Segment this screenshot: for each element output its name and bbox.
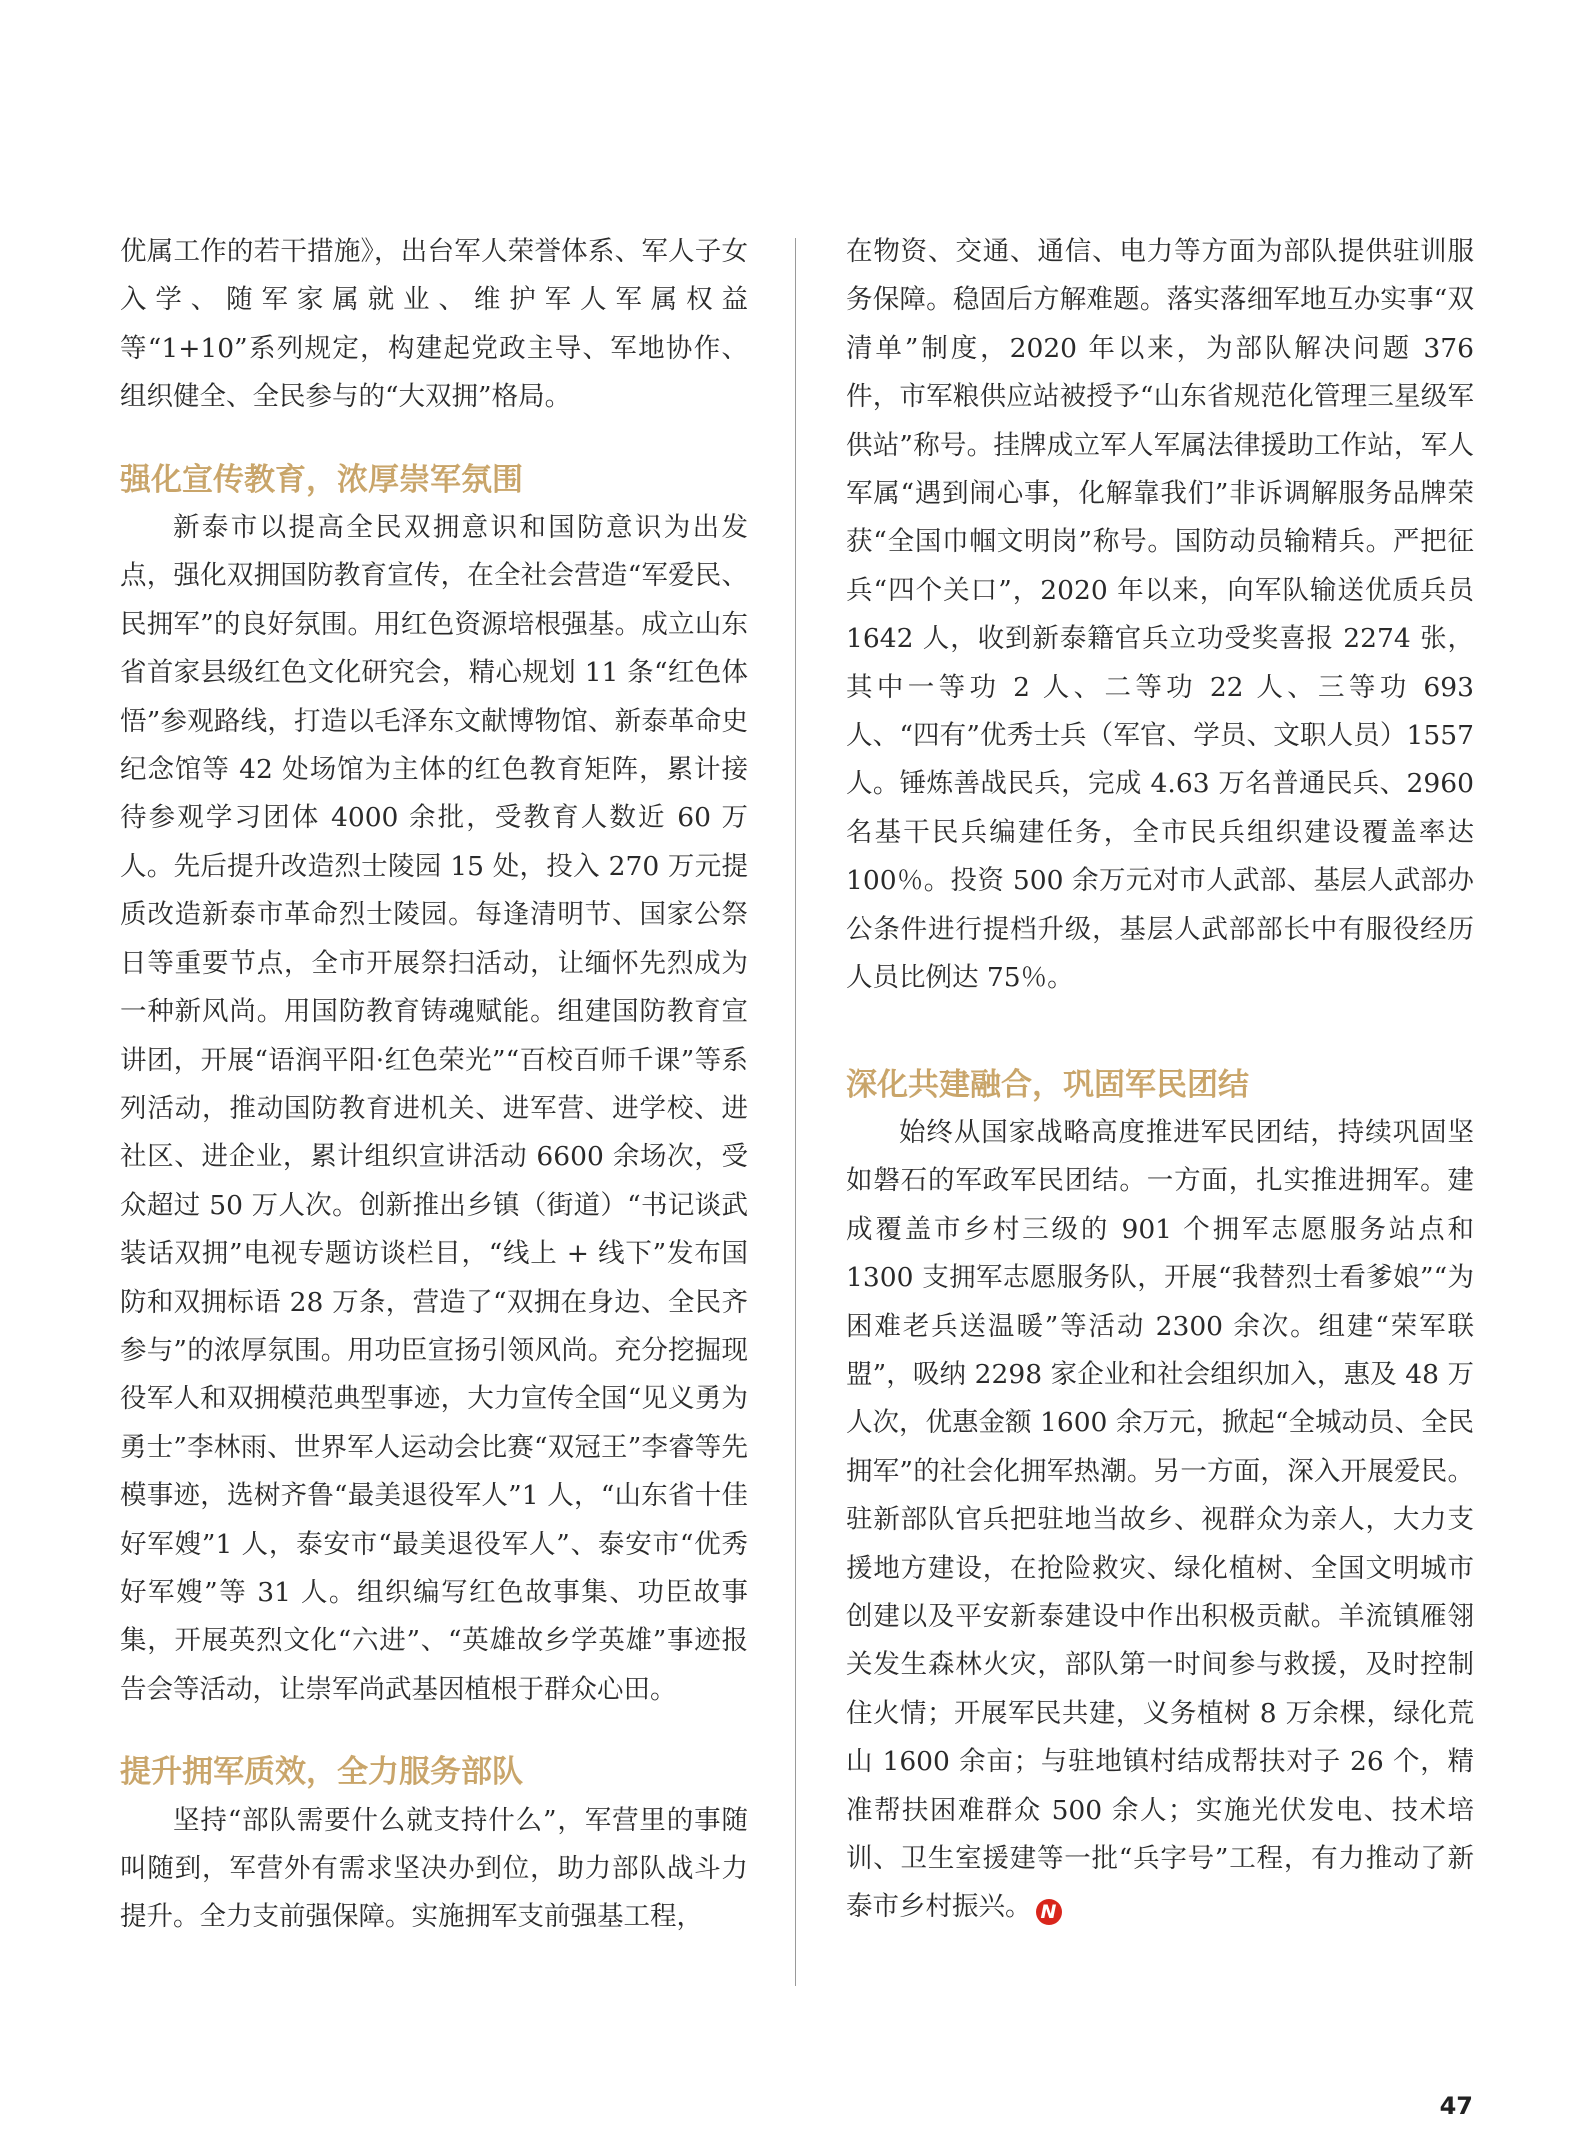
section-paragraph-service: 坚持“部队需要什么就支持什么”，军营里的事随叫随到，军营外有需求坚决办到位，助力部队战斗力提升。全力支前强保障。实施拥军支前强基工程， xyxy=(120,1804,748,1933)
end-mark-icon: N xyxy=(1036,1899,1062,1925)
right-column xyxy=(846,228,1474,1932)
left-column xyxy=(120,228,748,1942)
page-number: 47 xyxy=(1439,2092,1473,2120)
section-paragraph-unity-wrapper xyxy=(846,1109,1474,1932)
continuation-paragraph: 在物资、交通、通信、电力等方面为部队提供驻训服务保障。稳固后方解难题。落实落细军地互办实事“双清单”制度，2020 年以来，为部队解决问题 376 件，市军粮供应站被授予“山东省规范化管理三星级军供站”称号。挂牌成立军人军属法律援助工作站，军人军属“遇到闹心事，化解靠我们”非诉调解服务品牌荣获“全国巾帼文明岗”称号。国防动员输精兵。严把征兵“四个关口”，2020 年以来，向军队输送优质兵员 1642 人，收到新泰籍官兵立功受奖喜报 2274 张，其中一等功 2 人、二等功 22 人、三等功 693 人、“四有”优秀士兵（军官、学员、文职人员）1557 人。锤炼善战民兵，完成 4.63 万名普通民兵、2960 名基干民兵编建任务，全市民兵组织建设覆盖率达 100％。投资 500 余万元对市人武部、基层人武部办公条件进行提档升级，基层人武部部长中有服役经历人员比例达 75％。 xyxy=(846,236,1474,994)
intro-paragraph: 优属工作的若干措施》，出台军人荣誉体系、军人子女入学、随军家属就业、维护军人军属权益等“1+10”系列规定，构建起党政主导、军地协作、组织健全、全民参与的“大双拥”格局。 xyxy=(120,236,748,413)
section-heading-service: 提升拥军质效，全力服务部队 xyxy=(120,1754,523,1791)
section-heading-unity: 深化共建融合，巩固军民团结 xyxy=(846,1066,1249,1103)
section-paragraph-unity: 始终从国家战略高度推进军民团结，持续巩固坚如磐石的军政军民团结。一方面，扎实推进拥军。建成覆盖市乡村三级的 901 个拥军志愿服务站点和 1300 支拥军志愿服务队，开展“我替烈士看爹娘”“为困难老兵送温暖”等活动 2300 余次。组建“荣军联盟”，吸纳 2298 家企业和社会组织加入，惠及 48 万人次，优惠金额 1600 余万元，掀起“全城动员、全民拥军”的社会化拥军热潮。另一方面，深入开展爱民。驻新部队官兵把驻地当故乡、视群众为亲人，大力支援地方建设，在抢险救灾、绿化植树、全国文明城市创建以及平安新泰建设中作出积极贡献。羊流镇雁翎关发生森林火灾，部队第一时间参与救援，及时控制住火情；开展军民共建，义务植树 8 万余棵，绿化荒山 1600 余亩；与驻地镇村结成帮扶对子 26 个，精准帮扶困难群众 500 余人；实施光伏发电、技术培训、卫生室援建等一批“兵字号”工程，有力推动了新泰市乡村振兴。 xyxy=(846,1116,1474,1923)
column-divider xyxy=(795,238,796,1986)
section-paragraph-publicity: 新泰市以提高全民双拥意识和国防意识为出发点，强化双拥国防教育宣传，在全社会营造“军爱民、民拥军”的良好氛围。用红色资源培根强基。成立山东省首家县级红色文化研究会，精心规划 11 条“红色体悟”参观路线，打造以毛泽东文献博物馆、新泰革命史纪念馆等 42 处场馆为主体的红色教育矩阵，累计接待参观学习团体 4000 余批，受教育人数近 60 万人。先后提升改造烈士陵园 15 处，投入 270 万元提质改造新泰市革命烈士陵园。每逢清明节、国家公祭日等重要节点，全市开展祭扫活动，让缅怀先烈成为一种新风尚。用国防教育铸魂赋能。组建国防教育宣讲团，开展“语润平阳·红色荣光”“百校百师千课”等系列活动，推动国防教育进机关、进军营、进学校、进社区、进企业，累计组织宣讲活动 6600 余场次，受众超过 50 万人次。创新推出乡镇（街道）“书记谈武装话双拥”电视专题访谈栏目，“线上 + 线下”发布国防和双拥标语 28 万条，营造了“双拥在身边、全民齐参与”的浓厚氛围。用功臣宣扬引领风尚。充分挖掘现役军人和双拥模范典型事迹，大力宣传全国“见义勇为勇士”李林雨、世界军人运动会比赛“双冠王”李睿等先模事迹，选树齐鲁“最美退役军人”1 人，“山东省十佳好军嫂”1 人，泰安市“最美退役军人”、泰安市“优秀好军嫂”等 31 人。组织编写红色故事集、功臣故事集，开展英烈文化“六进”、“英雄故乡学英雄”事迹报告会等活动，让崇军尚武基因植根于群众心田。 xyxy=(120,512,748,1705)
section-heading-publicity: 强化宣传教育，浓厚崇军氛围 xyxy=(120,461,523,498)
